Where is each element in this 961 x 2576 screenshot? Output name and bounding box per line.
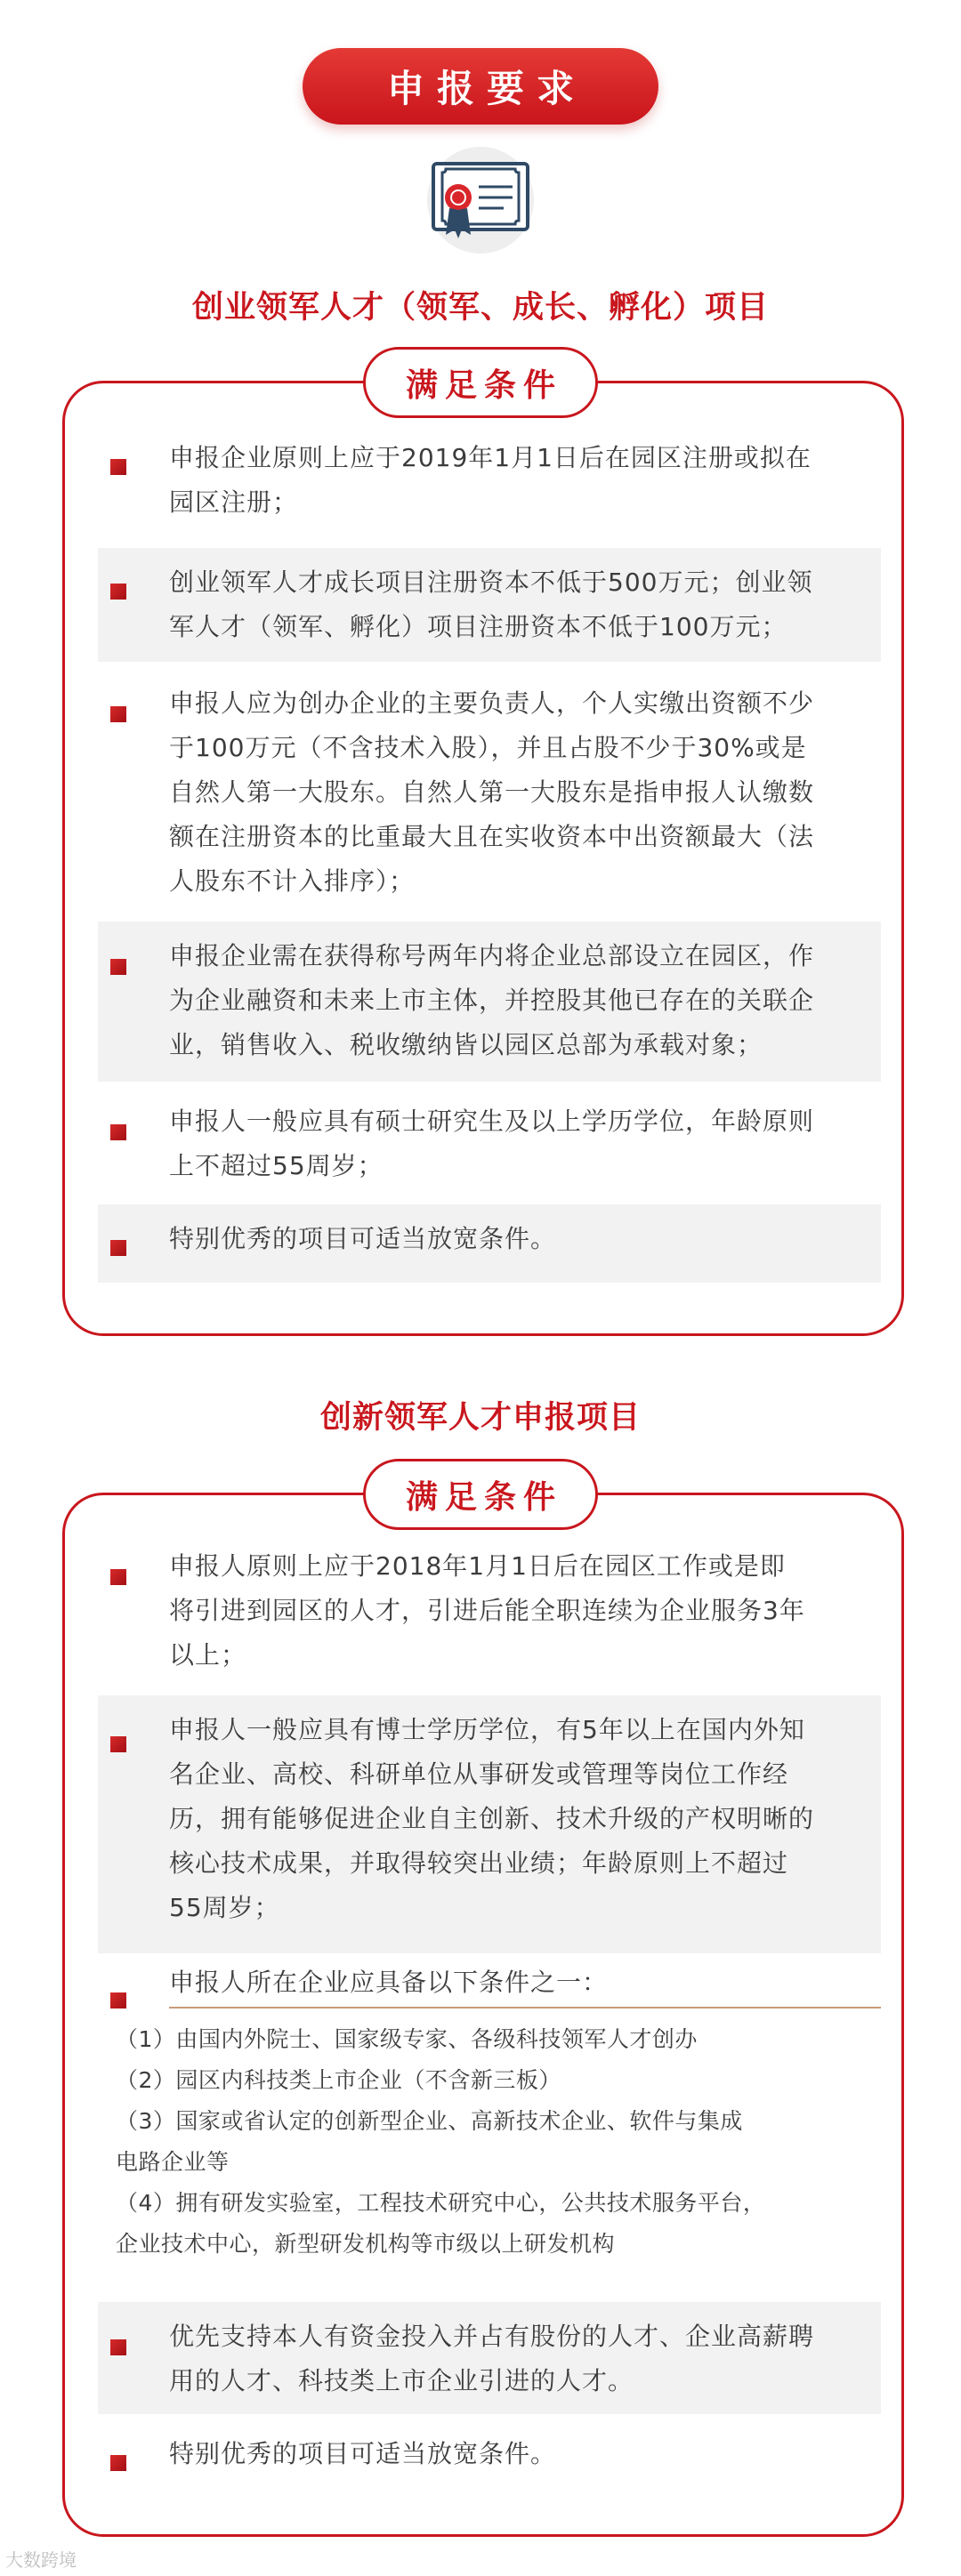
item-line: 将引进到园区的人才，引进后能全职连续为企业服务3年 (169, 1596, 805, 1625)
item-text (169, 560, 863, 649)
list-item (98, 1959, 881, 2297)
list-item (98, 1087, 881, 1199)
item-line: 特别优秀的项目可适当放宽条件。 (169, 1224, 557, 1253)
item-line: 申报人一般应具有博士学历学位，有5年以上在国内外知 (169, 1715, 805, 1744)
section2-tag-label: 满足条件 (405, 1478, 562, 1516)
item-line: 为企业融资和未来上市主体，并控股其他已存在的关联企 (169, 986, 815, 1015)
list-item (98, 2302, 881, 2414)
item-line: 申报人原则上应于2018年1月1日后在园区工作或是即 (169, 1551, 786, 1581)
item-text (169, 1099, 863, 1188)
item-line: 人股东不计入排序）； (169, 866, 416, 896)
item-line: 园区注册； (169, 487, 299, 517)
item-line: 申报企业原则上应于2019年1月1日后在园区注册或拟在 (169, 443, 812, 472)
square-bullet-icon (110, 584, 126, 600)
section1-tag (363, 347, 598, 418)
sub-condition-line: 企业技术中心，新型研发机构等市级以上研发机构 (116, 2231, 616, 2257)
item-line: 申报人一般应具有硕士研究生及以上学历学位，年龄原则 (169, 1107, 815, 1136)
item-line: 特别优秀的项目可适当放宽条件。 (169, 2439, 557, 2468)
sub-condition-line: （1）由国内外院士、国家级专家、各级科技领军人才创办 (116, 2026, 698, 2052)
section-header-pill (303, 48, 658, 125)
list-item (98, 2419, 881, 2498)
square-bullet-icon (110, 706, 126, 722)
item-line: 55周岁； (169, 1893, 280, 1922)
list-item (98, 548, 881, 662)
section1-title: 创业领军人才（领军、成长、孵化）项目 (191, 290, 769, 326)
item-line: 以上； (169, 1640, 247, 1670)
watermark: 大数跨境 (5, 2549, 77, 2571)
item-line: 自然人第一大股东。自然人第一大股东是指申报人认缴数 (169, 777, 815, 807)
item-line: 名企业、高校、科研单位从事研发或管理等岗位工作经 (169, 1759, 789, 1789)
item-text (169, 436, 863, 525)
item-line: 于100万元（不含技术入股），并且占股不少于30%或是 (169, 733, 807, 762)
item-line: 上不超过55周岁； (169, 1151, 384, 1180)
square-bullet-icon (110, 1124, 126, 1140)
square-bullet-icon (110, 1736, 126, 1752)
header-title: 申报要求 (386, 67, 586, 110)
item-line: 军人才（领军、孵化）项目注册资本不低于100万元； (169, 612, 787, 641)
item-line: 业，销售收入、税收缴纳皆以园区总部为承载对象； (169, 1030, 763, 1059)
sub-condition-line: 电路企业等 (116, 2149, 230, 2175)
item-line: 申报企业需在获得称号两年内将企业总部设立在园区，作 (169, 941, 815, 970)
sub-condition-line: （4）拥有研发实验室，工程技术研究中心，公共技术服务平台， (116, 2190, 766, 2216)
list-item (98, 1532, 881, 1690)
item-line: 用的人才、科技类上市企业引进的人才。 (169, 2366, 634, 2395)
item-text (169, 681, 863, 904)
item-line: 申报人所在企业应具备以下条件之一： (169, 1968, 609, 1997)
sub-condition-line: （3）国家或省认定的创新型企业、高新技术企业、软件与集成 (116, 2108, 743, 2134)
list-item (98, 1204, 881, 1283)
item-text (169, 1708, 863, 1930)
sub-condition-line: （2）园区内科技类上市企业（不含新三板） (116, 2067, 561, 2093)
item-line: 核心技术成果，并取得较突出业绩；年龄原则上不超过 (169, 1848, 789, 1878)
square-bullet-icon (110, 1992, 126, 2008)
section2-title: 创新领军人才申报项目 (319, 1400, 641, 1436)
section1-tag-label: 满足条件 (405, 366, 562, 404)
square-bullet-icon (110, 1240, 126, 1256)
list-item (98, 922, 881, 1082)
divider (169, 2007, 881, 2008)
square-bullet-icon (110, 2339, 126, 2355)
item-line: 历，拥有能够促进企业自主创新、技术升级的产权明晰的 (169, 1804, 815, 1833)
certificate-icon (418, 142, 543, 258)
sub-condition-list (116, 2019, 863, 2265)
square-bullet-icon (110, 959, 126, 975)
square-bullet-icon (110, 459, 126, 475)
item-line: 申报人应为创办企业的主要负责人，个人实缴出资额不少 (169, 688, 815, 718)
item-text (169, 2432, 863, 2476)
item-text (169, 1544, 863, 1678)
item-line: 额在注册资本的比重最大且在实收资本中出资额最大（法 (169, 822, 815, 851)
item-text (169, 1217, 863, 1261)
list-item (98, 669, 881, 916)
item-line: 创业领军人才成长项目注册资本不低于500万元；创业领 (169, 568, 813, 597)
square-bullet-icon (110, 1569, 126, 1585)
list-item (98, 418, 881, 543)
item-text (169, 1960, 863, 2005)
item-text (169, 934, 863, 1067)
list-item (98, 1695, 881, 1953)
item-text (169, 2314, 863, 2403)
square-bullet-icon (110, 2455, 126, 2471)
item-line: 优先支持本人有资金投入并占有股份的人才、企业高薪聘 (169, 2322, 815, 2351)
section2-tag (363, 1459, 598, 1530)
